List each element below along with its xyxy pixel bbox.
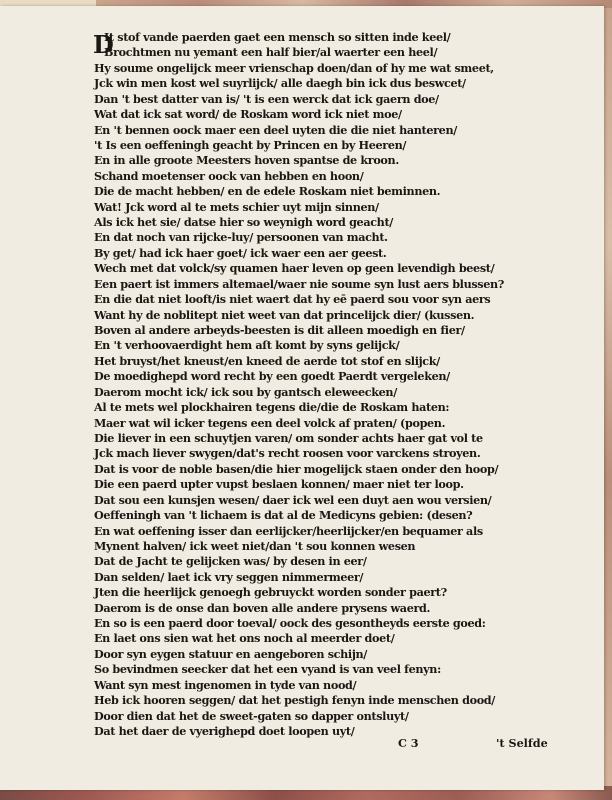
- text-line: En in alle groote Meesters hoven spantse de kroon.: [94, 153, 399, 168]
- text-line: En 't verhoovaerdight hem aſt komt by syns gelijck/: [94, 338, 400, 353]
- text-line: Jten die heerlijck genoegh gebruyckt worden sonder paert?: [94, 585, 447, 600]
- text-line: Al te mets wel plockhairen tegens die/die de Roskam haten:: [94, 400, 450, 415]
- text-line: Schand moetenser oock van hebben en hoon/: [94, 168, 364, 183]
- text-line: So bevindmen seecker dat het een vyand is van veel fenyn:: [94, 662, 441, 677]
- text-line: Maer wat wil icker tegens een deel volck af praten/ (popen.: [94, 415, 446, 430]
- text-line: Brochtmen nu yemant een half bier/al waerter een heel/: [104, 45, 438, 60]
- text-line: Oeffeningh van 't lichaem is dat al de Medicyns gebien: (desen?: [94, 508, 473, 523]
- text-line: Dat is voor de noble basen/die hier mogelijck staen onder den hoop/: [94, 461, 499, 476]
- text-line: Heb ick hooren seggen/ dat het pestigh fenyn inde menschen dood/: [94, 693, 496, 708]
- text-line: En laet ons sien wat het ons noch al meerder doet/: [94, 631, 395, 646]
- text-line: It stof vande paerden gaet een mensch so sitten inde keel/: [104, 30, 451, 44]
- text-line: Dan selden/ laet ick vry seggen nimmermeer/: [94, 569, 364, 584]
- text-line: Want hy de noblitept niet weet van dat princelijck dier/ (kussen.: [94, 307, 475, 322]
- text-line: Die liever in een schuytjen varen/ om sonder achts haer gat vol te: [94, 430, 483, 445]
- text-line: Dan 't best datter van is/ 't is een werck dat ick gaern doe/: [94, 91, 439, 106]
- text-line: Door dien dat het de sweet-gaten so dapper ontsluyt/: [94, 708, 409, 723]
- text-line: Jck win men kost wel suyrlijck/ alle daegh bin ick dus beswcet/: [94, 76, 466, 91]
- text-line: En die dat niet looft/is niet waert dat hy eē paerd sou voor syn aers: [94, 292, 491, 307]
- page-sheet: [0, 6, 604, 790]
- catchword: 't Selfde: [496, 736, 548, 750]
- signature-mark: C 3: [398, 736, 419, 750]
- text-line: Daerom is de onse dan boven alle andere prysens waerd.: [94, 600, 431, 615]
- text-line: By get/ had ick haer goet/ ick waer een aer geest.: [94, 245, 387, 260]
- text-line: Dat de Jacht te gelijcken was/ by desen in eer/: [94, 554, 367, 569]
- text-line: Die een paerd upter vupst beslaen konnen/ maer niet ter loop.: [94, 477, 464, 492]
- text-line: Wech met dat volck/sy quamen haer leven op geen levendigh beest/: [94, 261, 495, 276]
- text-line: Want syn mest ingenomen in tyde van nood/: [94, 677, 357, 692]
- text-line: Een paert ist immers altemael/waer nie soume syn lust aers blussen?: [94, 276, 505, 291]
- text-line: Mynent halven/ ick weet niet/dan 't sou konnen wesen: [94, 538, 416, 553]
- text-line: De moedighepd word recht by een goedt Paerdt vergeleken/: [94, 369, 450, 384]
- poem-text: [94, 30, 560, 739]
- text-line: Dat sou een kunsjen wesen/ daer ick wel een duyt aen wou versien/: [94, 492, 492, 507]
- text-line: 't Is een oeffeningh geacht by Princen en by Heeren/: [94, 137, 407, 152]
- text-line: Dat het daer de vyerighepd doet loopen uyt/: [94, 723, 355, 738]
- text-line: En 't bennen oock maer een deel uyten die die niet hanteren/: [94, 122, 457, 137]
- text-line: Als ick het sie/ datse hier so weynigh word geacht/: [94, 215, 394, 230]
- text-line: Jck mach liever swygen/dat's recht roosen voor varckens stroyen.: [94, 446, 481, 461]
- text-line: Daerom mocht ick/ ick sou by gantsch eleweecken/: [94, 384, 397, 399]
- text-line: En wat oeffening isser dan eerlijcker/heerlijcker/en bequamer als: [94, 523, 483, 538]
- text-line: Die de macht hebben/ en de edele Roskam niet beminnen.: [94, 184, 441, 199]
- text-line: Hy soume ongelijck meer vrienschap doen/dan of hy me wat smeet,: [94, 60, 494, 75]
- text-line: En dat noch van rijcke-luy/ persoonen van macht.: [94, 230, 388, 245]
- page-footer: [398, 736, 558, 754]
- text-line: Wat dat ick sat word/ de Roskam word ick niet moe/: [94, 107, 402, 122]
- text-line: Wat! Jck word al te mets schier uyt mijn sinnen/: [94, 199, 379, 214]
- drop-initial: D: [93, 30, 114, 59]
- text-line: Het bruyst/het kneust/en kneed de aerde tot stof en slijck/: [94, 353, 440, 368]
- text-line: En so is een paerd door toeval/ oock des gesontheyds eerste goed:: [94, 616, 486, 631]
- text-line: Door syn eygen statuur en aengeboren schijn/: [94, 646, 368, 661]
- text-line: Boven al andere arbeyds-beesten is dit alleen moedigh en fier/: [94, 323, 465, 338]
